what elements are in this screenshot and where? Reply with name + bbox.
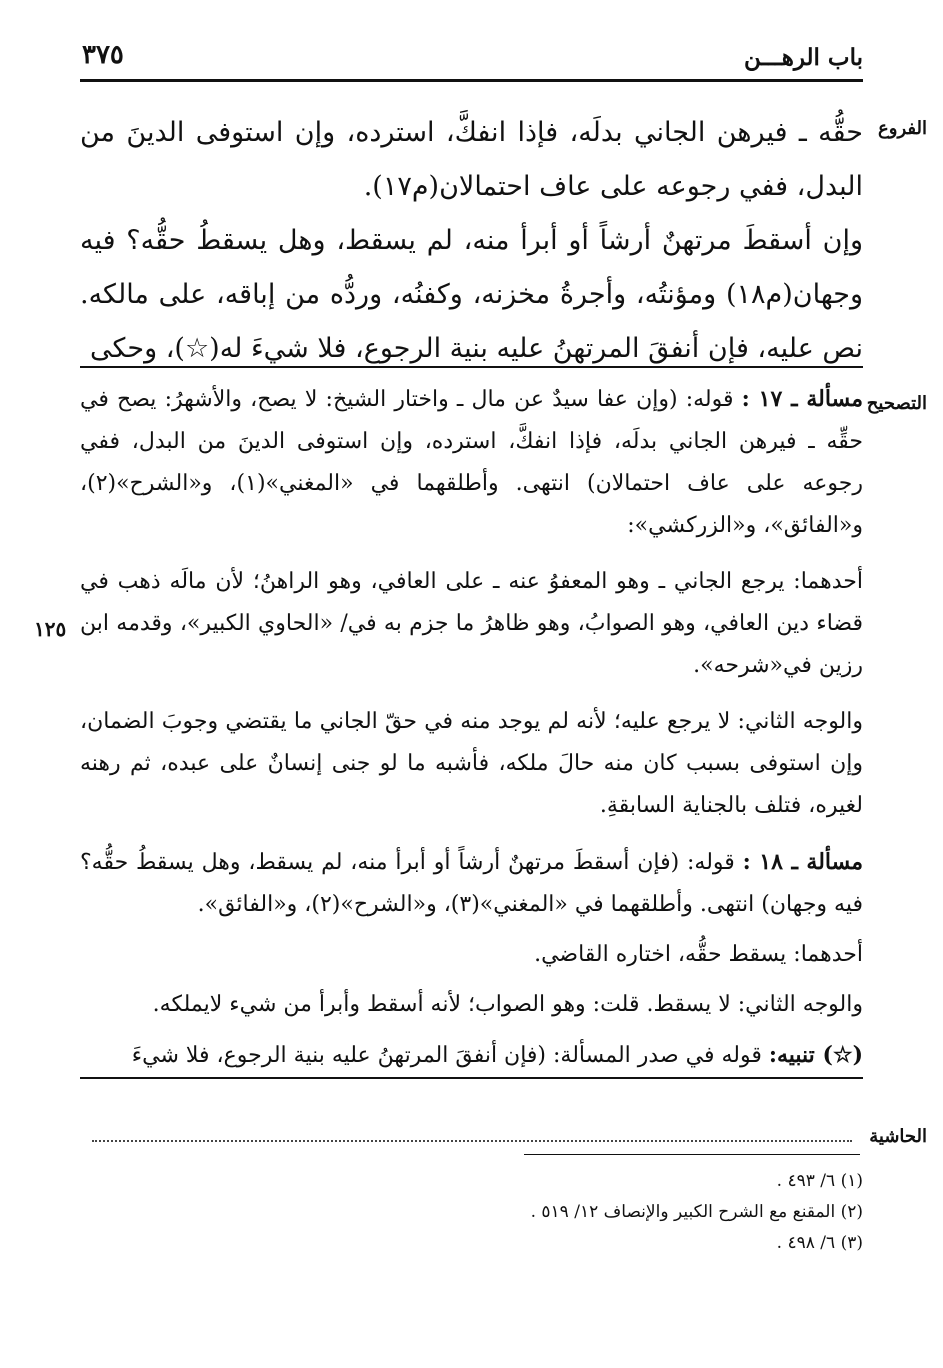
page-number: ٣٧٥ — [82, 40, 124, 70]
issue-17-second-view: والوجه الثاني: لا يرجع عليه؛ لأنه لم يوجد منه في حقّ الجاني ما يقتضي وجوبَ الضمان، وإن استوفى بسبب كان منه حالَ ملكه، فأشبه ما لو جنى إنسانٌ على عبده، ثم رهنه لغيره، فتلف بالجناية السابقةِ. — [80, 709, 863, 818]
folio-number: ١٢٥ — [34, 617, 67, 641]
issue-18-second-view: والوجه الثاني: لا يسقط. قلت: وهو الصواب؛ لأنه أسقط وأبرأ من شيء لايملكه. — [152, 992, 863, 1017]
main-paragraph: وإن أسقطَ مرتهنٌ أرشاً أو أبرأ منه، لم يسقط، وهل يسقطُ حقُّه؟ فيه وجهان(م١٨) ومؤنتُه، وأجرةُ مخزنه، وكفنُه، وردُّه من إباقه، على مالكه. نص عليه، فإن أنفقَ المرتهنُ عليه بنية الرجوع، فلا شيءَ له(☆)، وحكى — [80, 225, 863, 364]
issue-17-first-view: أحدهما: يرجع الجاني ـ وهو المعفوُ عنه ـ على العافي، وهو الراهنُ؛ لأن مالَه ذهب في قضاء دين العافي، وهو الصوابُ، وهو ظاهرُ ما جزم به في/ «الحاوي الكبير»، وقدمه ابن رزين في«شرحه». — [80, 569, 863, 678]
tashih-block — [80, 378, 863, 1085]
tanbih-paragraph — [80, 1034, 863, 1077]
main-divider — [80, 366, 863, 368]
issue-18-paragraph — [80, 841, 863, 926]
footnote-rule — [524, 1154, 860, 1155]
margin-label-hashiya: الحاشية — [869, 1126, 927, 1147]
hashiya-dotted-line — [92, 1140, 852, 1142]
tanbih-text: قوله في صدر المسألة: (فإن أنفقَ المرتهنُ عليه بنية الرجوع، فلا شيءَ — [131, 1043, 769, 1068]
main-text-block — [80, 106, 863, 376]
margin-label-furu: الفروع — [878, 118, 927, 139]
running-title: باب الرهـــن — [743, 44, 863, 71]
margin-label-tashih: التصحيح — [866, 393, 927, 414]
header-rule — [80, 79, 863, 82]
issue-18-text: قوله: (فإن أسقطَ مرتهنٌ أرشاً أو أبرأ منه، لم يسقط، وهل يسقطُ حقُّه؟ فيه وجهان) انتهى. وأطلقهما في «المغني»(٣)، و«الشرح»(٢)، و«الفائق». — [80, 850, 863, 917]
issue-17-text: قوله: (وإن عفا سيدٌ عن مال ـ واختار الشيخ: لا يصح، والأشهرُ: يصح في حقِّه ـ فيرهن الجاني بدلَه، فإذا انفكَّ، استرده، وإن استوفى الدينَ من البدل، ففي رجوعه على عاف احتمالان) انتهى. وأطلقهما في «المغني»(١)، و«الشرح»(٢)، و«الفائق»، و«الزركشي»: — [80, 387, 863, 538]
footnote-item: (١) ٦/ ٤٩٣ . — [776, 1171, 863, 1191]
footnote-item: (٢) المقنع مع الشرح الكبير والإنصاف ١٢/ ٥١٩ . — [530, 1202, 863, 1222]
tanbih-heading: (☆) تنبيه: — [768, 1042, 863, 1068]
footnote-item: (٣) ٦/ ٤٩٨ . — [776, 1233, 863, 1253]
tashih-divider — [80, 1077, 863, 1079]
issue-17-paragraph — [80, 378, 863, 547]
main-paragraph: حقُّه ـ فيرهن الجاني بدلَه، فإذا انفكَّ، استرده، وإن استوفى الدينَ من البدل، ففي رجوعه على عاف احتمالان(م١٧). — [80, 117, 863, 202]
issue-18-first-view: أحدهما: يسقط حقُّه، اختاره القاضي. — [534, 942, 863, 967]
issue-18-heading: مسألة ـ ١٨ : — [742, 849, 864, 875]
footnotes — [443, 1166, 863, 1259]
issue-17-heading: مسألة ـ ١٧ : — [741, 386, 863, 412]
